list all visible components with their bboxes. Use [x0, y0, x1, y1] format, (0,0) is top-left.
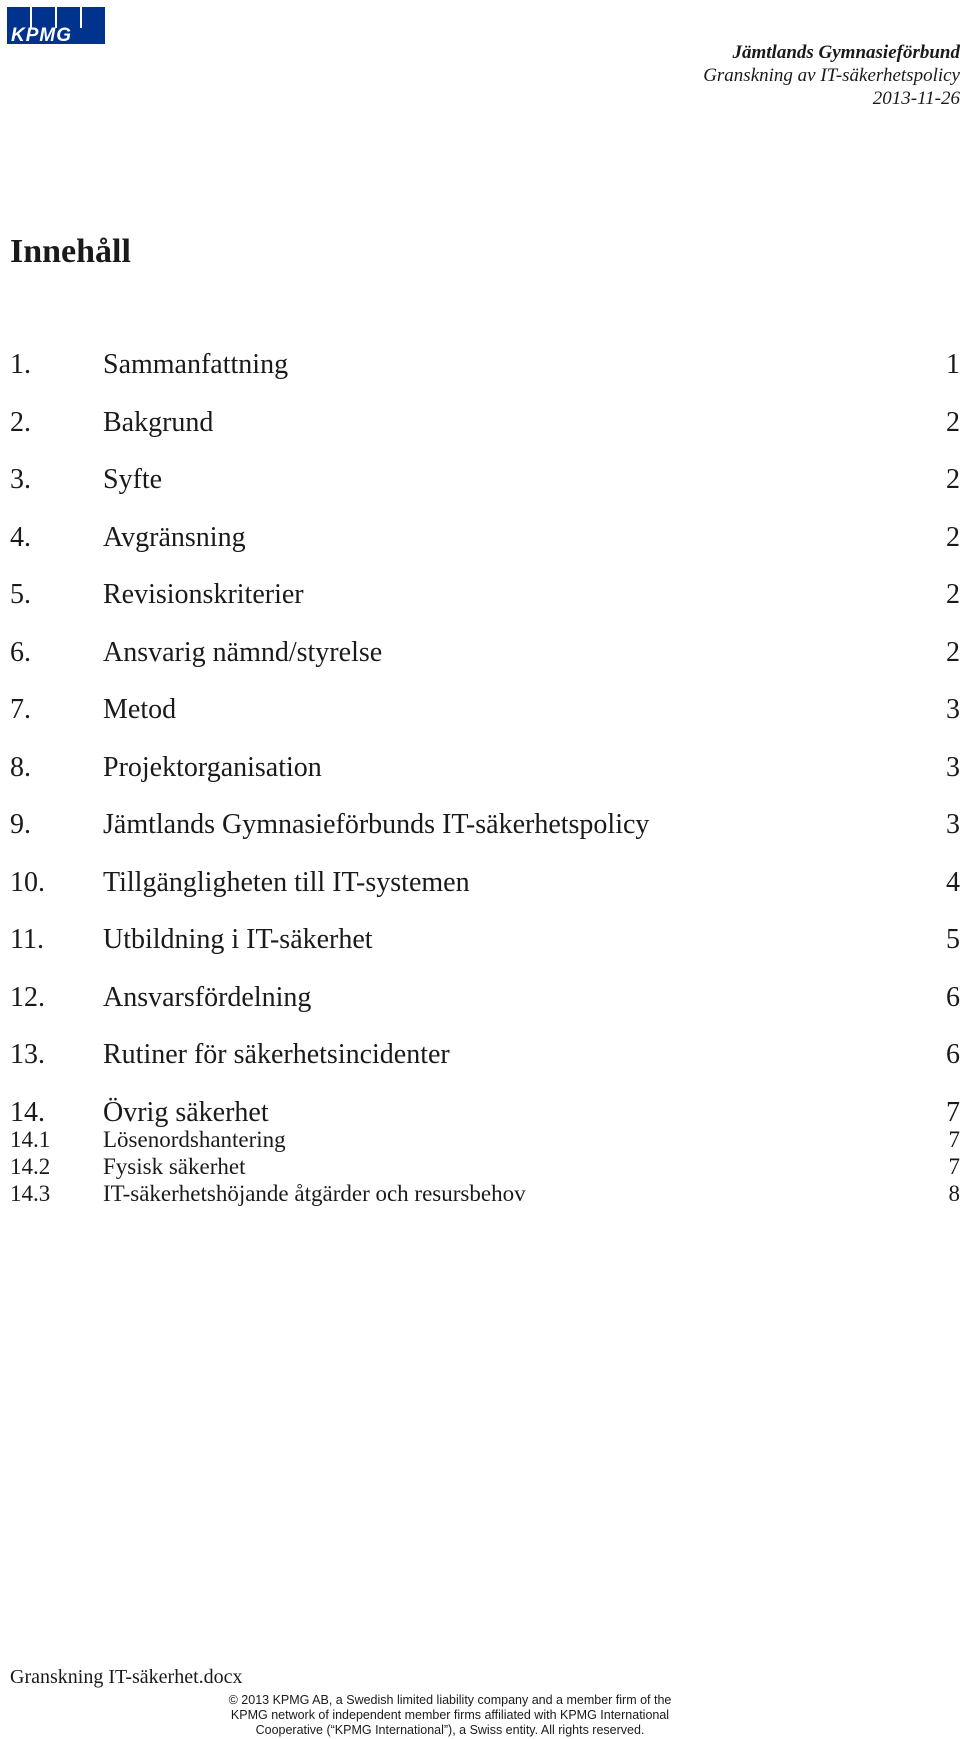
toc-entry[interactable]: [10, 578, 960, 612]
footer-legal-notice: [210, 1693, 690, 1738]
toc-entry-number: 13.: [10, 1039, 45, 1070]
header-organization: Jämtlands Gymnasieförbund: [732, 42, 960, 63]
toc-entry-number: 5.: [10, 579, 31, 610]
toc-entry-title: Övrig säkerhet: [103, 1097, 269, 1128]
toc-entry-number: 4.: [10, 522, 31, 553]
toc-entry-number: 14.2: [10, 1154, 51, 1179]
header-document-title: Granskning av IT-säkerhetspolicy: [703, 65, 960, 86]
toc-entry-number: 14.1: [10, 1127, 51, 1152]
toc-entry-number: 2.: [10, 407, 31, 438]
toc-entry-number: 6.: [10, 637, 31, 668]
toc-entry-number: 8.: [10, 752, 31, 783]
toc-entry-number: 7.: [10, 694, 31, 725]
toc-entry[interactable]: [10, 1038, 960, 1072]
toc-entry-title: Avgränsning: [103, 522, 246, 553]
toc-entry[interactable]: [10, 866, 960, 900]
toc-entry-title: Sammanfattning: [103, 349, 289, 380]
toc-entry[interactable]: [10, 693, 960, 727]
toc-entry-title: Fysisk säkerhet: [103, 1154, 246, 1179]
toc-entry-page: 2: [946, 522, 960, 553]
footer-legal-line: Cooperative (“KPMG International”), a Swiss entity. All rights reserved.: [255, 1723, 645, 1737]
toc-entry-number: 14.3: [10, 1181, 51, 1206]
toc-entry-page: 7: [946, 1097, 960, 1128]
toc-subentry[interactable]: [10, 1126, 960, 1154]
toc-entry-title: IT-säkerhetshöjande åtgärder och resursbehov: [103, 1181, 526, 1206]
toc-entry-title: Syfte: [103, 464, 163, 495]
toc-entry-page: 3: [946, 694, 960, 725]
toc-entry[interactable]: [10, 521, 960, 555]
toc-entry-title: Lösenordshantering: [103, 1127, 286, 1152]
toc-entry[interactable]: [10, 348, 960, 382]
toc-entry[interactable]: [10, 923, 960, 957]
toc-entry-number: 3.: [10, 464, 31, 495]
toc-entry-page: 1: [946, 349, 960, 380]
toc-entry-page: 3: [946, 752, 960, 783]
toc-entry[interactable]: [10, 463, 960, 497]
toc-entry-title: Projektorganisation: [103, 752, 322, 783]
toc-entry[interactable]: [10, 1096, 960, 1130]
kpmg-logo: [7, 7, 105, 44]
toc-entry-number: 9.: [10, 809, 31, 840]
toc-entry-title: Metod: [103, 694, 177, 725]
toc-entry-page: 5: [946, 924, 960, 955]
toc-entry-page: 7: [948, 1154, 960, 1179]
toc-entry[interactable]: [10, 808, 960, 842]
toc-entry-number: 10.: [10, 867, 45, 898]
toc-entry-page: 4: [946, 867, 960, 898]
toc-entry-title: Tillgängligheten till IT-systemen: [103, 867, 470, 898]
toc-entry[interactable]: [10, 406, 960, 440]
toc-entry-page: 8: [948, 1181, 960, 1206]
toc-entry-number: 12.: [10, 982, 45, 1013]
toc-entry-title: Rutiner för säkerhetsincidenter: [103, 1039, 450, 1070]
toc-entry-title: Utbildning i IT-säkerhet: [103, 924, 373, 955]
toc-subentry[interactable]: [10, 1153, 960, 1181]
toc-entry[interactable]: [10, 981, 960, 1015]
toc-entry-page: 6: [946, 982, 960, 1013]
toc-entry-page: 2: [946, 464, 960, 495]
header-date: 2013-11-26: [872, 88, 960, 109]
toc-entry[interactable]: [10, 636, 960, 670]
toc-entry-page: 2: [946, 407, 960, 438]
footer-legal-line: © 2013 KPMG AB, a Swedish limited liability company and a member firm of the: [228, 1693, 672, 1707]
toc-entry-page: 7: [948, 1127, 960, 1152]
toc-entry-title: Revisionskriterier: [103, 579, 304, 610]
toc-entry[interactable]: [10, 751, 960, 785]
toc-entry-page: 6: [946, 1039, 960, 1070]
toc-entry-title: Bakgrund: [103, 407, 214, 438]
toc-entry-title: Jämtlands Gymnasieförbunds IT-säkerhetspolicy: [103, 809, 650, 840]
toc-entry-page: 3: [946, 809, 960, 840]
toc-heading: Innehåll: [10, 233, 131, 270]
toc-entry-page: 2: [946, 637, 960, 668]
document-header: [703, 41, 960, 110]
svg-text:KPMG: KPMG: [11, 25, 72, 44]
footer-filename: Granskning IT-säkerhet.docx: [10, 1666, 243, 1688]
toc-entry-page: 2: [946, 579, 960, 610]
kpmg-logo-graphic: [7, 7, 105, 44]
toc-entry-number: 1.: [10, 349, 31, 380]
toc-entry-title: Ansvarsfördelning: [103, 982, 312, 1013]
toc-entry-title: Ansvarig nämnd/styrelse: [103, 637, 383, 668]
toc-subentry[interactable]: [10, 1180, 960, 1208]
toc-entry-number: 14.: [10, 1097, 45, 1128]
toc-entry-number: 11.: [10, 924, 44, 955]
footer-legal-line: KPMG network of independent member firms affiliated with KPMG International: [230, 1708, 670, 1722]
